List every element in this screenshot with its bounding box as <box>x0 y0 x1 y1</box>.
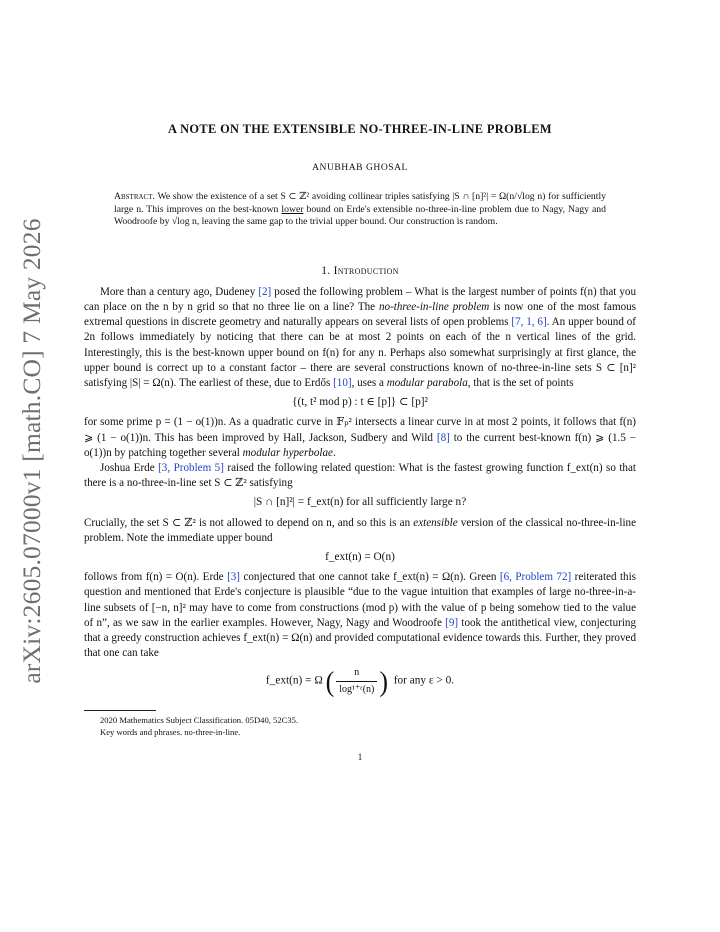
text-run: conjectured that one cannot take f_ext(n) = Ω(n). Green <box>240 571 500 584</box>
emphasis: modular parabola <box>386 377 468 389</box>
text-run: More than a century ago, Dudeney <box>100 285 259 298</box>
text-run: , that is the set of points <box>467 377 574 389</box>
paragraph-1 <box>84 285 636 391</box>
fraction-denominator: log¹⁺ᵋ(n) <box>339 683 375 695</box>
footnotes <box>100 714 636 738</box>
citation-link[interactable]: [7, 1, 6] <box>511 316 547 329</box>
text-run: Crucially, the set S ⊂ ℤ² is not allowed to depend on n, and so this is an <box>84 516 414 529</box>
display-equation-1: {(t, t² mod p) : t ∈ [p]} ⊂ [p]² <box>292 396 428 409</box>
display-equation-3: f_ext(n) = O(n) <box>325 551 395 564</box>
emphasis: modular hyperbolae <box>242 446 333 459</box>
arxiv-identifier[interactable]: arXiv:2605.07000v1 [math.CO] 7 May 2026 <box>17 218 46 684</box>
abstract-underlined-word: lower <box>281 203 304 215</box>
abstract-text-part-2: bound on Erde's extensible no-three-in-line problem due to Nagy, Nagy and Woodroofe by √log n, leaving the same gap to the trivial upper bound. Our construction is random. <box>114 203 606 228</box>
text-run: reiterated this question and mentioned that Erde's conjecture is plausible “due to the vague intuition that examples of large no-three-in-a-line subsets of [−n, n]² may have to come from constructions (mod p) with the value of p being somehow tied to the value of n”, as we saw in the earlier examples. However, Nagy, Nagy and Woodroofe <box>84 571 636 629</box>
equation-lhs: f_ext(n) = Ω <box>265 674 323 687</box>
paragraph-2 <box>84 415 636 461</box>
arxiv-stamp <box>10 218 54 684</box>
text-run: posed the following problem – What is the largest number of points f(n) that you can place on the n by n grid so that no three lie on a line? The <box>84 285 637 313</box>
emphasis: no-three-in-line problem <box>378 300 490 313</box>
display-equation-4 <box>84 665 636 696</box>
citation-link[interactable]: [9] <box>445 616 459 629</box>
paper-page <box>84 118 636 762</box>
section-body <box>84 285 636 697</box>
text-run: took the antithetical view, conjecturing that a greedy construction achieves f_ext(n) = Ω(n) and provided computational evidence towards this. Further, they proved that one can take <box>84 616 636 660</box>
text-run: version of the classical no-three-in-line problem. Note the immediate upper bound <box>84 516 636 544</box>
text-run: , uses a <box>351 377 387 389</box>
citation-link[interactable]: [10] <box>333 377 352 389</box>
paper-title: A NOTE ON THE EXTENSIBLE NO-THREE-IN-LINE PROBLEM <box>168 122 552 136</box>
footnote-msc: 2020 Mathematics Subject Classification. 05D40, 52C35. <box>100 714 299 725</box>
display-equation-2: |S ∩ [n]²| = f_ext(n) for all sufficiently large n? <box>253 496 467 509</box>
text-run: . <box>332 446 336 459</box>
fraction <box>336 665 377 696</box>
text-run: is now one of the most famous extremal questions in discrete geometry and naturally appears on several lists of open problems <box>84 300 636 329</box>
paragraph-5 <box>84 570 636 661</box>
text-run: raised the following related question: What is the fastest growing function f_ext(n) so that there is a no-three-in-line set S ⊂ ℤ² satisfying <box>84 462 636 490</box>
citation-link[interactable]: [3, Problem 5] <box>158 462 224 475</box>
fraction-numerator: n <box>336 665 377 681</box>
citation-link[interactable]: [2] <box>258 285 272 298</box>
paragraph-3 <box>84 461 636 491</box>
emphasis: extensible <box>413 516 458 529</box>
text-run: to the current best-known f(n) ⩾ (1.5 − o(1))n by patching together several <box>84 431 637 459</box>
paragraph-4 <box>84 516 636 546</box>
text-run: Joshua Erde <box>100 462 159 475</box>
equation-rhs: for any ε > 0. <box>393 674 455 687</box>
abstract-label: Abstract. <box>114 191 155 202</box>
abstract-text-part-1: We show the existence of a set S ⊂ ℤ² avoiding collinear triples satisfying |S ∩ [n]²| = Ω(n/√log n) for sufficiently large n. This improves on the best-known <box>114 191 606 215</box>
page-number: 1 <box>357 751 363 762</box>
footnote-rule <box>84 710 156 711</box>
text-run: . An upper bound of 2n follows immediately by noticing that there can be at most 2 points on each of the n vertical lines of the grid. Interestingly, this is the best-known upper bound on f(n) for any n. Perhaps also somewhat surprisingly at first glance, the upper bound is correct up to a constant factor – there are several constructions known of no-three-in-line sets S ⊂ [n]² satisfying |S| = Ω(n). The earliest of these, due to Erdős <box>84 316 636 389</box>
citation-link[interactable]: [8] <box>436 431 450 444</box>
section-heading: 1. Introduction <box>321 264 399 277</box>
citation-link[interactable]: [3] <box>227 571 240 584</box>
text-run: for some prime p = (1 − o(1))n. As a quadratic curve in 𝔽ₚ² intersects a linear curve in at most 2 points, it follows that f(n) ⩾ (1 − o(1))n. This has been improved by Hall, Jackson, Sudbery and Wild <box>84 416 636 444</box>
right-paren: ) <box>379 665 389 697</box>
text-run: follows from f(n) = O(n). Erde <box>84 571 228 584</box>
left-paren: ( <box>325 665 335 697</box>
citation-link[interactable]: [6, Problem 72] <box>499 571 572 584</box>
footnote-keywords: Key words and phrases. no-three-in-line. <box>100 726 241 737</box>
paper-author: ANUBHAB GHOSAL <box>312 162 408 173</box>
abstract <box>114 191 606 229</box>
